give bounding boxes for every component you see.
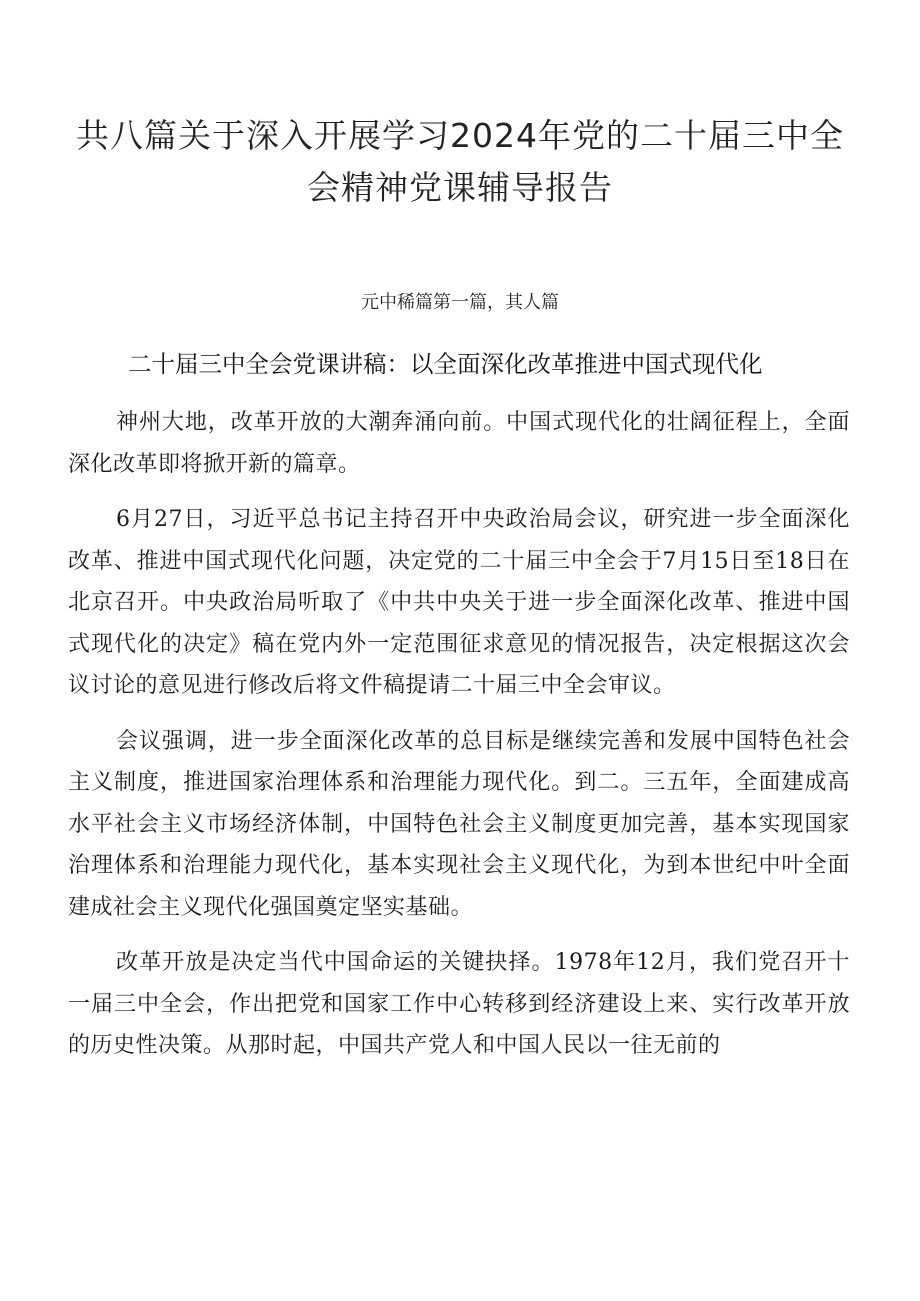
paragraph-1: 神州大地，改革开放的大潮奔涌向前。中国式现代化的壮阔征程上，全面深化改革即将掀开新的篇章。 xyxy=(68,410,850,477)
body-text xyxy=(68,402,850,1081)
paragraph-4: 改革开放是决定当代中国命运的关键抉择。1978年12月，我们党召开十一届三中全会，作出把党和国家工作中心转移到经济建设上来、实行改革开放的历史性决策。从那时起，中国共产党人和中国人民以一往无前的 xyxy=(68,950,850,1058)
document-title: 共八篇关于深入开展学习2024年党的二十届三中全会精神党课辅导报告 xyxy=(76,116,844,207)
section-title: 二十届三中全会党课讲稿：以全面深化改革推进中国式现代化 xyxy=(128,350,763,378)
subheading: 元中稀篇第一篇，其人篇 xyxy=(361,292,559,313)
paragraph-2: 6月27日，习近平总书记主持召开中央政治局会议，研究进一步全面深化改革、推进中国式现代化问题，决定党的二十届三中全会于7月15日至18日在北京召开。中央政治局听取了《中共中央关于进一步全面深化改革、推进中国式现代化的决定》稿在党内外一定范围征求意见的情况报告，决定根据这次会议讨论的意见进行修改后将文件稿提请二十届三中全会审议。 xyxy=(68,507,850,698)
paragraph-3: 会议强调，进一步全面深化改革的总目标是继续完善和发展中国特色社会主义制度，推进国家治理体系和治理能力现代化。到二。三五年，全面建成高水平社会主义市场经济体制，中国特色社会主义制度更加完善，基本实现国家治理体系和治理能力现代化，基本实现社会主义现代化，为到本世纪中叶全面建成社会主义现代化强国奠定坚实基础。 xyxy=(68,728,850,920)
